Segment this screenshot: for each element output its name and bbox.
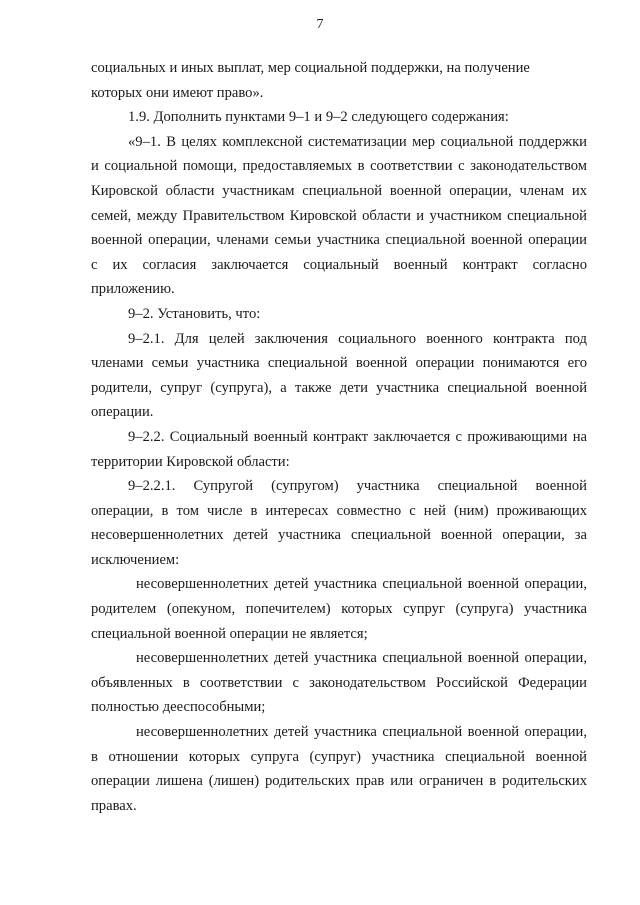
text-line: специальной военной операции не является; [91, 625, 368, 642]
text-line: 9–2. Установить, что: [128, 305, 261, 322]
text-line: родителем (опекуном, попечителем) которых супруг (супруга) участника [91, 601, 587, 618]
text-line: семей, между Правительством Кировской области и участником специальной [91, 207, 587, 224]
text-line: объявленных в соответствии с законодательством Российской Федерации [91, 674, 587, 691]
text-line: исключением: [91, 551, 180, 568]
text-line: социальных и иных выплат, мер социальной поддержки, на получение [91, 60, 530, 76]
text-line: 9–2.2.1. Супругой (супругом) участника специальной военной [128, 478, 587, 495]
text-line: Кировской области участникам специальной военной операции, членам их [91, 182, 587, 199]
text-line: операции лишена (лишен) родительских прав или ограничен в родительских [91, 773, 587, 790]
page-number: 7 [316, 17, 324, 32]
text-line: «9–1. В целях комплексной систематизации мер социальной поддержки [128, 133, 587, 150]
text-line: несовершеннолетних детей участника специальной военной операции, [136, 576, 587, 593]
text-line: которых они имеют право». [91, 84, 264, 101]
text-line: 9–2.2. Социальный военный контракт заключается с проживающими на [128, 428, 587, 445]
text-line: операции, в том числе в интересах совместно с ней (ним) проживающих [91, 502, 587, 519]
text-line: приложению. [91, 281, 175, 298]
text-line: и социальной помощи, предоставляемых в соответствии с законодательством [91, 158, 587, 175]
text-line: 1.9. Дополнить пунктами 9–1 и 9–2 следующего содержания: [128, 109, 509, 126]
text-line: в отношении которых супруга (супруг) участника специальной военной [91, 748, 587, 765]
text-line: несовершеннолетних детей участника специальной военной операции, [136, 650, 587, 667]
text-line: родители, супруг (супруга), а также дети участника специальной военной [91, 379, 587, 396]
text-line: военной операции, членами семьи участника специальной военной операции [91, 232, 587, 249]
text-line: несовершеннолетних детей участника специальной военной операции, за [91, 527, 587, 544]
text-line: с их согласия заключается социальный военный контракт согласно [91, 256, 587, 273]
text-line: несовершеннолетних детей участника специальной военной операции, [136, 724, 587, 741]
text-line: операции. [91, 404, 154, 421]
text-line: полностью дееспособными; [91, 699, 266, 716]
text-line: территории Кировской области: [91, 453, 290, 470]
document-body [91, 56, 587, 818]
text-line: правах. [91, 797, 137, 814]
text-line: членами семьи участника специальной военной операции понимаются его [91, 355, 587, 372]
text-line: 9–2.1. Для целей заключения социального военного контракта под [128, 330, 587, 347]
